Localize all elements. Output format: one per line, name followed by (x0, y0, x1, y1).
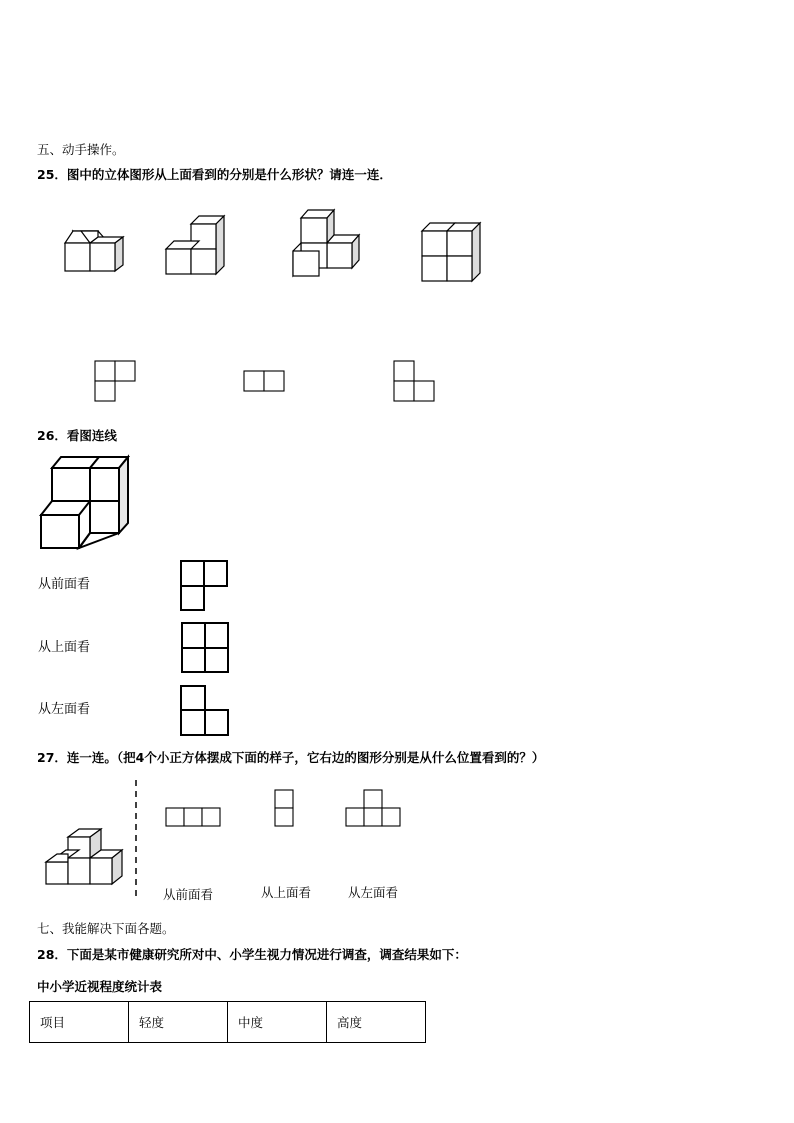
q27-caption-top: 从上面看 (261, 885, 312, 900)
table-header-mild: 轻度 (129, 1002, 228, 1043)
q26-label-top: 从上面看 (38, 640, 91, 655)
q27-view-3 (346, 790, 400, 826)
question-25-text: 25．图中的立体图形从上面看到的分别是什么形状？请连一连． (37, 167, 392, 182)
q26-label-left: 从左面看 (38, 702, 91, 717)
table-row (30, 1002, 426, 1043)
question-27-text: 27．连一连。（把4个小正方体摆成下面的样子，它右边的图形分别是从什么位置看到的？） (37, 750, 545, 765)
q26-label-front: 从前面看 (38, 577, 91, 592)
question-26-text: 26．看图连线 (37, 428, 117, 443)
q27-view-1 (166, 808, 220, 826)
q27-caption-left: 从左面看 (348, 885, 399, 900)
q27-caption-front: 从前面看 (163, 887, 214, 902)
table-header-item: 项目 (30, 1002, 129, 1043)
section-seven-heading: 七、我能解决下面各题。 (37, 921, 175, 936)
section-five-heading: 五、动手操作。 (37, 142, 125, 157)
q27-view-2 (275, 790, 293, 826)
table-header-high: 高度 (327, 1002, 426, 1043)
q27-solid-figure (46, 829, 122, 884)
question-28-text: 28．下面是某市健康研究所对中、小学生视力情况进行调查，调查结果如下： (37, 947, 467, 962)
table-header-moderate: 中度 (228, 1002, 327, 1043)
q28-table-title: 中小学近视程度统计表 (37, 979, 163, 994)
myopia-stats-table (29, 1001, 426, 1043)
